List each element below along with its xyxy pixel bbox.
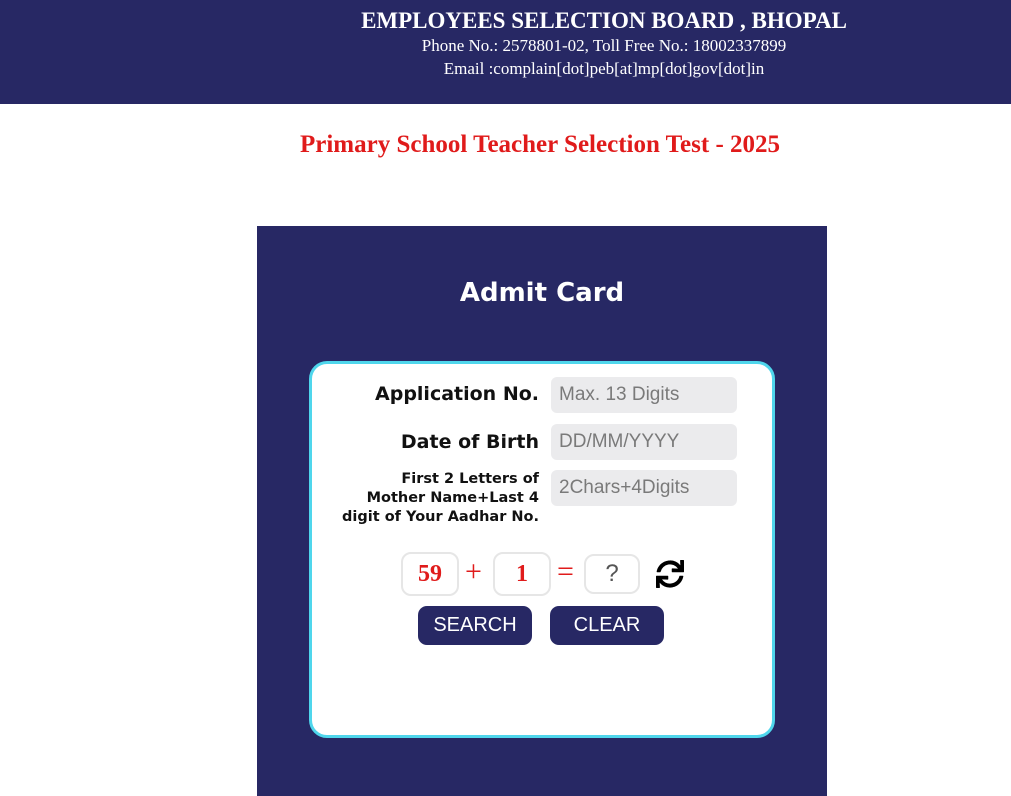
refresh-icon[interactable] bbox=[654, 560, 686, 588]
captcha-equals: = bbox=[557, 555, 574, 588]
captcha-operand-2: 1 bbox=[493, 552, 551, 596]
application-no-input[interactable] bbox=[551, 377, 737, 413]
site-header bbox=[0, 0, 1011, 104]
admit-card-panel bbox=[257, 226, 827, 796]
mother-aadhar-input[interactable] bbox=[551, 470, 737, 506]
exam-title: Primary School Teacher Selection Test - 2025 bbox=[299, 131, 781, 158]
contact-phone: Phone No.: 2578801-02, Toll Free No.: 18002337899 bbox=[421, 36, 787, 55]
organization-name: EMPLOYEES SELECTION BOARD , BHOPAL bbox=[361, 8, 847, 33]
dob-input[interactable] bbox=[551, 424, 737, 460]
dob-label: Date of Birth bbox=[400, 431, 539, 453]
admit-card-form bbox=[309, 361, 775, 738]
search-button[interactable]: SEARCH bbox=[418, 606, 532, 645]
captcha-operator: + bbox=[465, 555, 482, 588]
clear-button[interactable]: CLEAR bbox=[550, 606, 664, 645]
panel-title: Admit Card bbox=[459, 278, 625, 308]
captcha-answer-input[interactable] bbox=[584, 554, 640, 594]
mother-aadhar-label: First 2 Letters of Mother Name+Last 4 digit of Your Aadhar No. bbox=[342, 471, 539, 525]
contact-email: Email :complain[dot]peb[at]mp[dot]gov[dot]in bbox=[443, 59, 765, 78]
application-no-label: Application No. bbox=[375, 383, 539, 405]
captcha-operand-1: 59 bbox=[401, 552, 459, 596]
